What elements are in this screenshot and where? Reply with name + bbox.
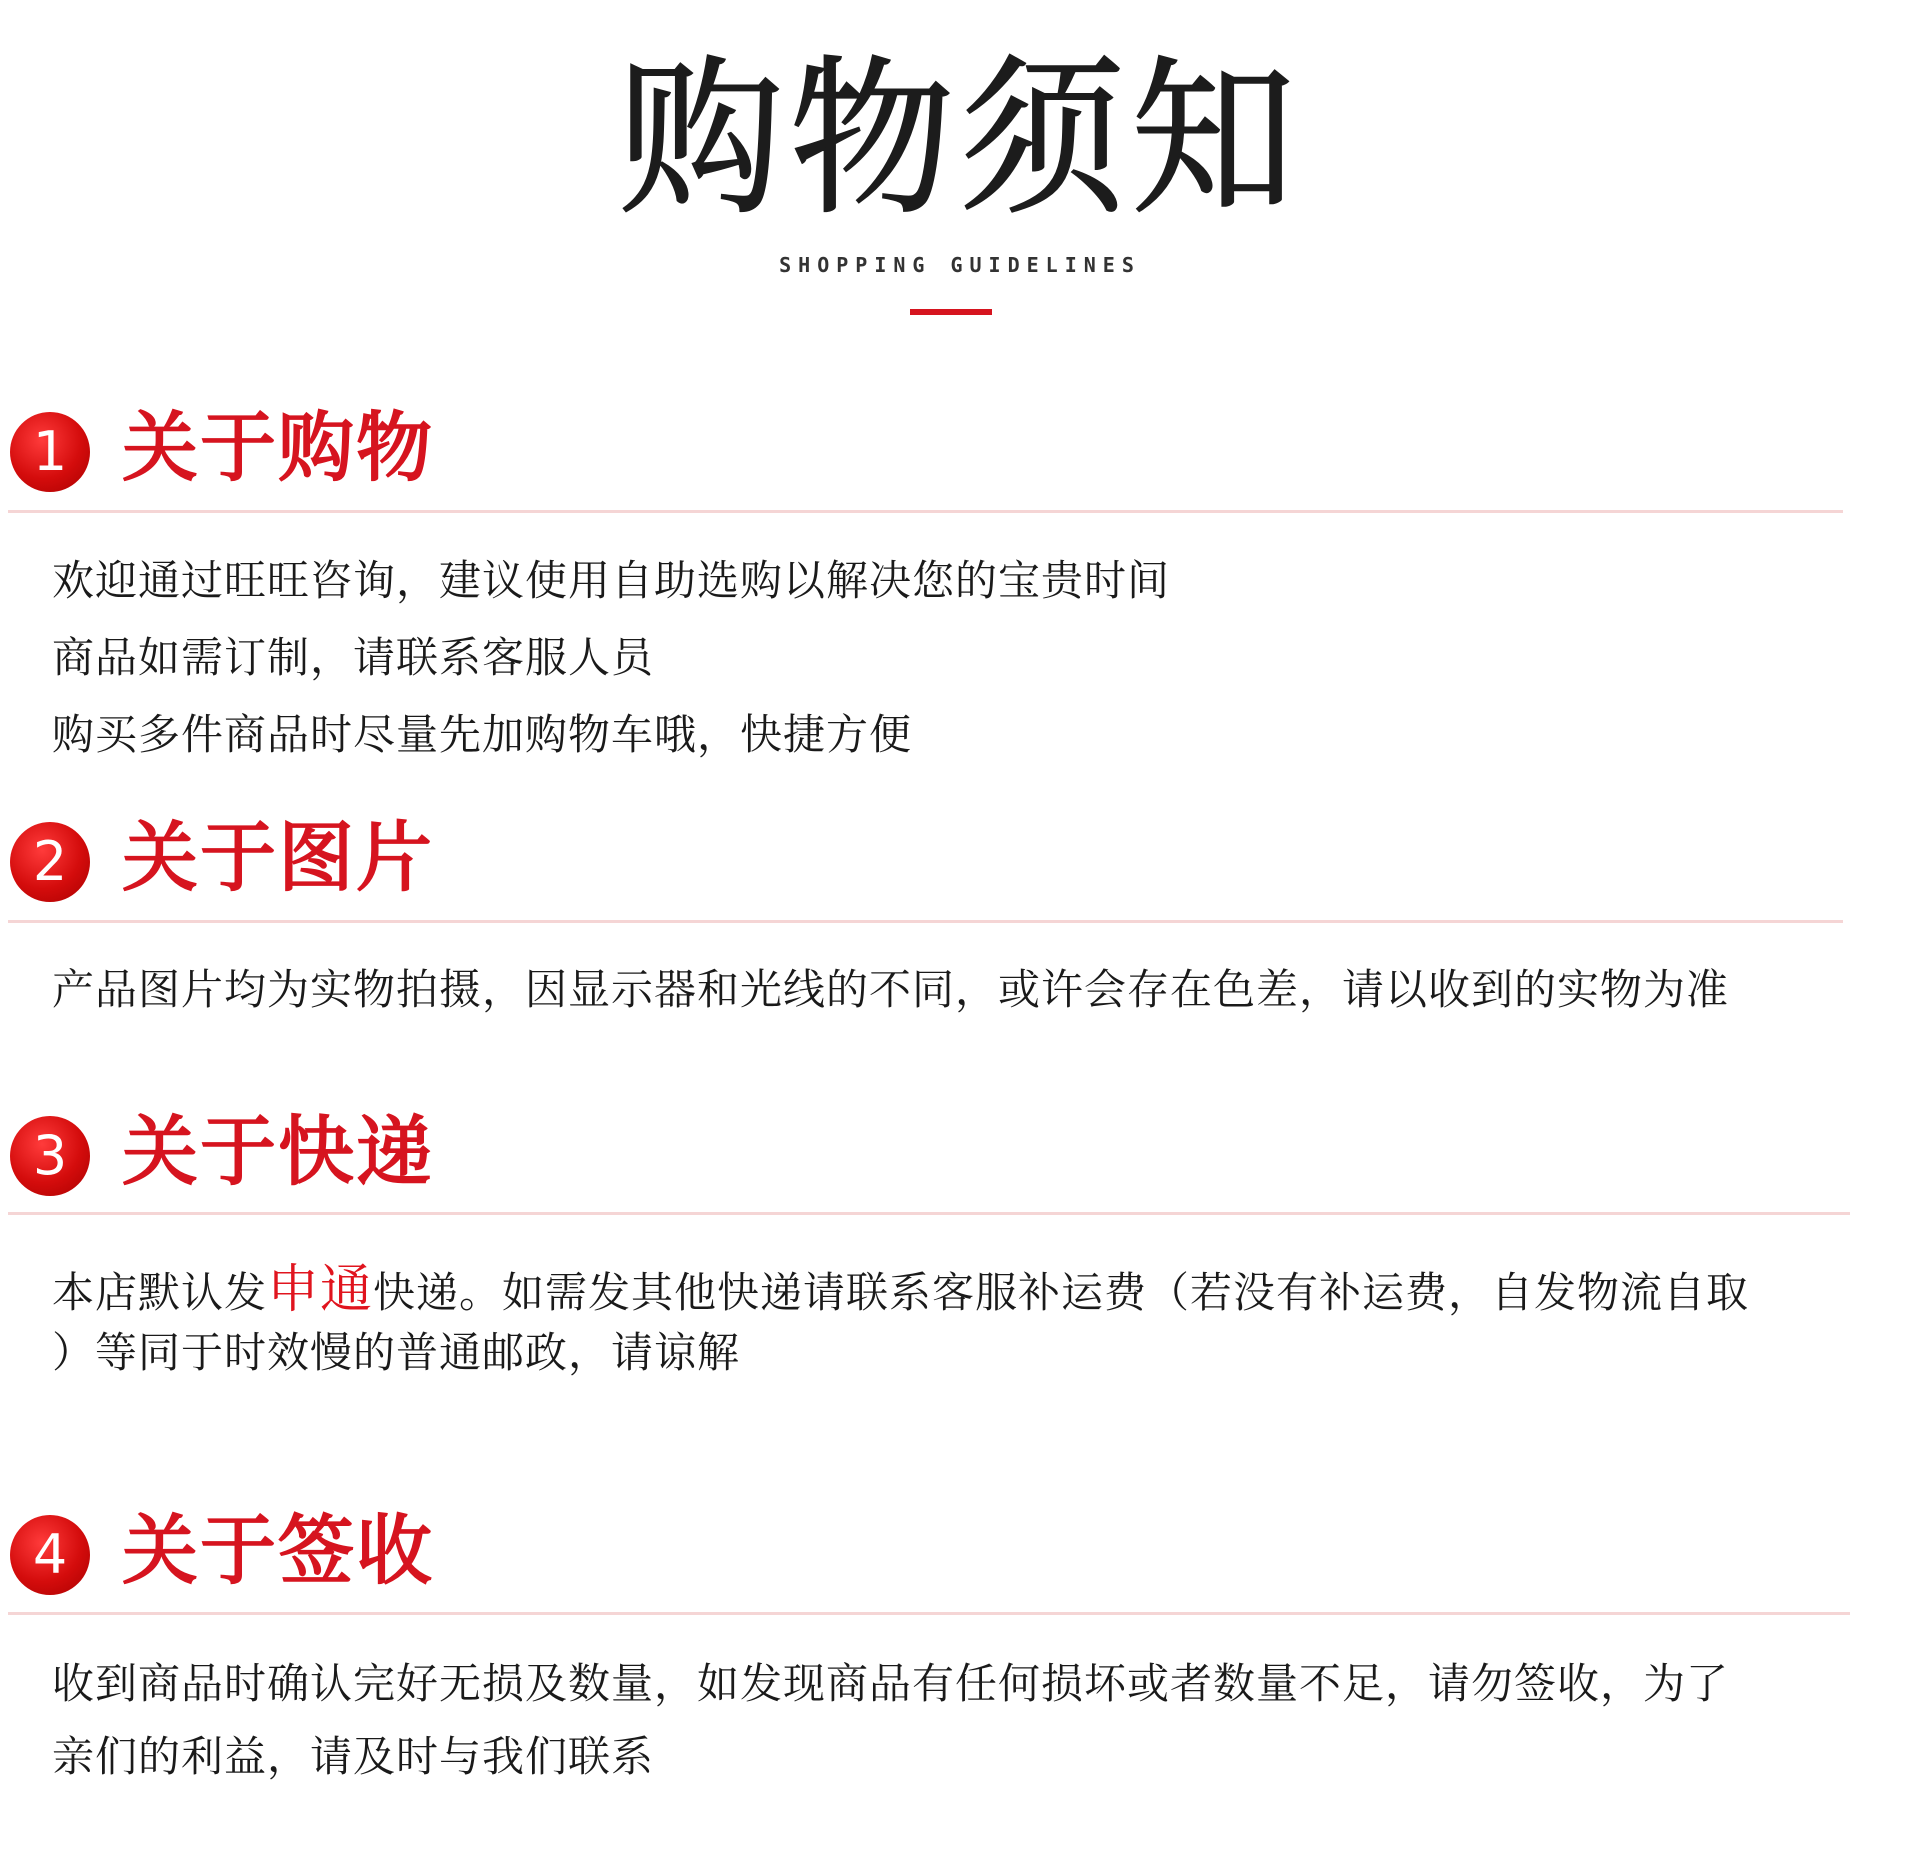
section-title-images: 关于图片 [122,813,434,902]
section-receipt-header [10,1507,1890,1597]
images-line-1: 产品图片均为实物拍摄，因显示器和光线的不同，或许会存在色差，请以收到的实物为准 [52,965,1730,1014]
section-title-shopping: 关于购物 [122,403,434,492]
number-badge-4: 4 [10,1515,90,1595]
number-badge-1: 1 [10,412,90,492]
shipping-line-2: ）等同于时效慢的普通邮政，请谅解 [52,1328,741,1377]
section-divider [8,920,1843,923]
shipping-line-1-suffix: 快递。如需发其他快递请联系客服补运费（若没有补运费，自发物流自取 [373,1268,1750,1317]
shipping-line-1 [52,1260,1749,1323]
shopping-line-3: 购买多件商品时尽量先加购物车哦，快捷方便 [52,710,913,759]
number-badge-2: 2 [10,822,90,902]
page-subtitle: SHOPPING GUIDELINES [779,253,1141,277]
shopping-line-2: 商品如需订制，请联系客服人员 [52,633,655,682]
section-title-receipt: 关于签收 [122,1506,434,1595]
section-divider [8,1212,1850,1215]
receipt-line-2: 亲们的利益，请及时与我们联系 [52,1732,655,1781]
courier-name-highlight: 申通 [267,1260,374,1320]
receipt-line-1: 收到商品时确认完好无损及数量，如发现商品有任何损坏或者数量不足，请勿签收，为了 [52,1659,1730,1708]
number-badge-3: 3 [10,1116,90,1196]
section-shipping-header [10,1108,1890,1198]
section-shopping-header [10,404,1890,494]
shopping-line-1: 欢迎通过旺旺咨询，建议使用自助选购以解决您的宝贵时间 [52,556,1171,605]
title-underline [910,309,992,315]
section-divider [8,1612,1850,1615]
section-images-header [10,814,1890,904]
section-divider [8,510,1843,513]
page-title: 购物须知 [618,41,1302,239]
shipping-line-1-prefix: 本店默认发 [52,1268,268,1317]
section-title-shipping: 关于快递 [122,1107,434,1196]
